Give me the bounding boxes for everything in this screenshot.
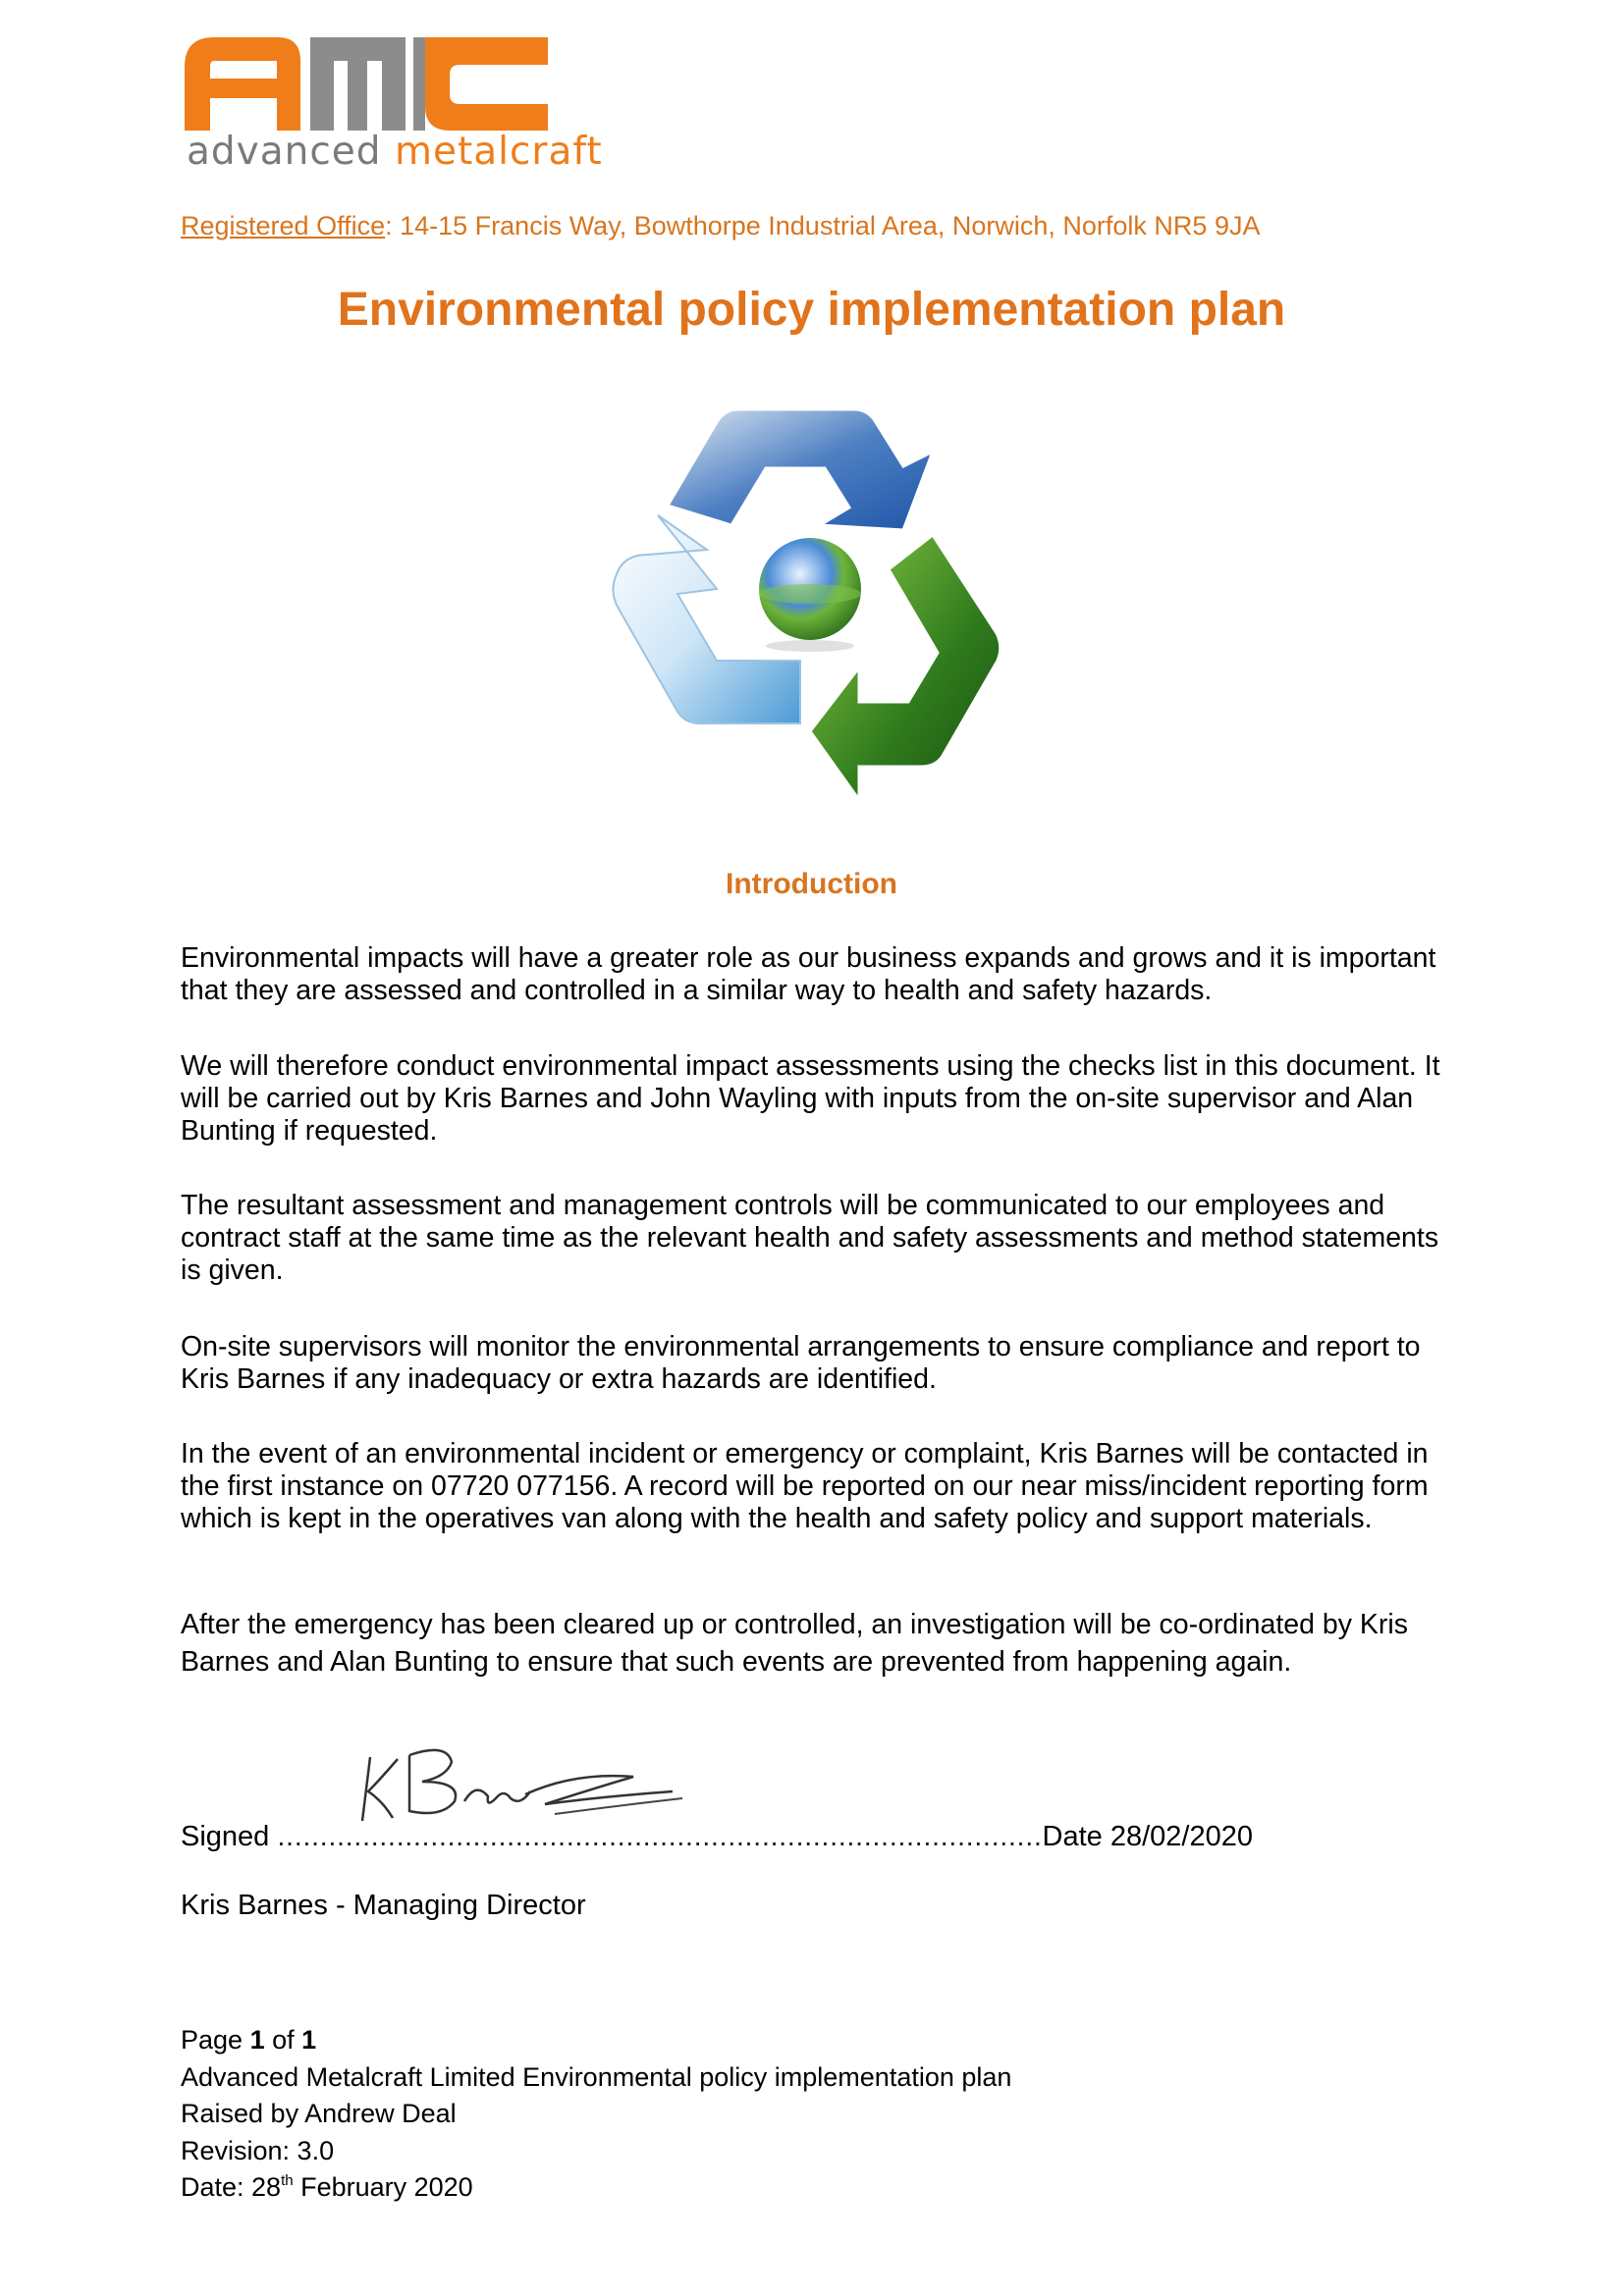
revision: Revision: 3.0: [181, 2135, 335, 2165]
footer-date-suffix: February 2020: [293, 2172, 473, 2202]
signature-line: [181, 1821, 1253, 1853]
amc-logo-mark: [185, 37, 626, 131]
page-num: 1: [249, 2025, 265, 2055]
company-logo: [185, 37, 626, 175]
footer-date: [181, 2169, 1011, 2207]
logo-text-advanced: advanced: [187, 130, 382, 174]
raised-by: Raised by Andrew Deal: [181, 2099, 457, 2128]
signature-dots: ..........................................................................................: [277, 1821, 1043, 1852]
page-title: Environmental policy implementation plan: [337, 284, 1286, 336]
section-heading: Introduction: [726, 868, 897, 900]
paragraph-5: In the event of an environmental incident or emergency or complaint, Kris Barnes will be contacted in the first instance on 07720 077156. A record will be reported on our near miss/incident reporting form which is kept in the operatives van along with the health and safety policy and support materials.: [181, 1438, 1429, 1534]
page-number: [181, 2022, 1011, 2059]
recycle-symbol-icon: [609, 407, 1021, 815]
footer-date-sup: th: [281, 2172, 294, 2189]
page-of: of: [272, 2025, 295, 2055]
paragraph-6: After the emergency has been cleared up or controlled, an investigation will be co-ordinated by Kris Barnes and Alan Bunting to ensure that such events are prevented from happening again.: [181, 1609, 1408, 1678]
signed-label: Signed: [181, 1821, 270, 1852]
document-footer: [181, 2022, 1011, 2207]
registered-office-address: 14-15 Francis Way, Bowthorpe Industrial Area, Norwich, Norfolk NR5 9JA: [400, 211, 1261, 240]
paragraph-1: Environmental impacts will have a greater role as our business expands and grows and it is important that they are assessed and controlled in a similar way to health and safety hazards.: [181, 942, 1436, 1006]
document-name: Advanced Metalcraft Limited Environmental policy implementation plan: [181, 2061, 1012, 2092]
footer-date-prefix: Date: 28: [181, 2172, 282, 2202]
signature-date: Date 28/02/2020: [1042, 1821, 1253, 1852]
paragraph-3: The resultant assessment and management controls will be communicated to our employees and contract staff at the same time as the relevant health and safety assessments and method statements is given.: [181, 1190, 1439, 1286]
registered-office-label: Registered Office: [181, 211, 386, 240]
logo-text-metalcraft: metalcraft: [394, 130, 603, 174]
paragraph-2: We will therefore conduct environmental impact assessments using the checks list in this document. It will be carried out by Kris Barnes and John Wayling with inputs from the on-site supervisor and Alan Bunting if requested.: [181, 1050, 1440, 1147]
signer-name: Kris Barnes - Managing Director: [181, 1890, 586, 1921]
registered-office: Registered Office: 14-15 Francis Way, Bowthorpe Industrial Area, Norwich, Norfolk NR5 9JA: [181, 211, 1261, 240]
logo-wordmark: [187, 130, 603, 174]
paragraph-4: On-site supervisors will monitor the environmental arrangements to ensure compliance and report to Kris Barnes if any inadequacy or extra hazards are identified.: [181, 1331, 1421, 1395]
page-total: 1: [301, 2025, 317, 2055]
page-prefix: Page: [181, 2025, 243, 2055]
